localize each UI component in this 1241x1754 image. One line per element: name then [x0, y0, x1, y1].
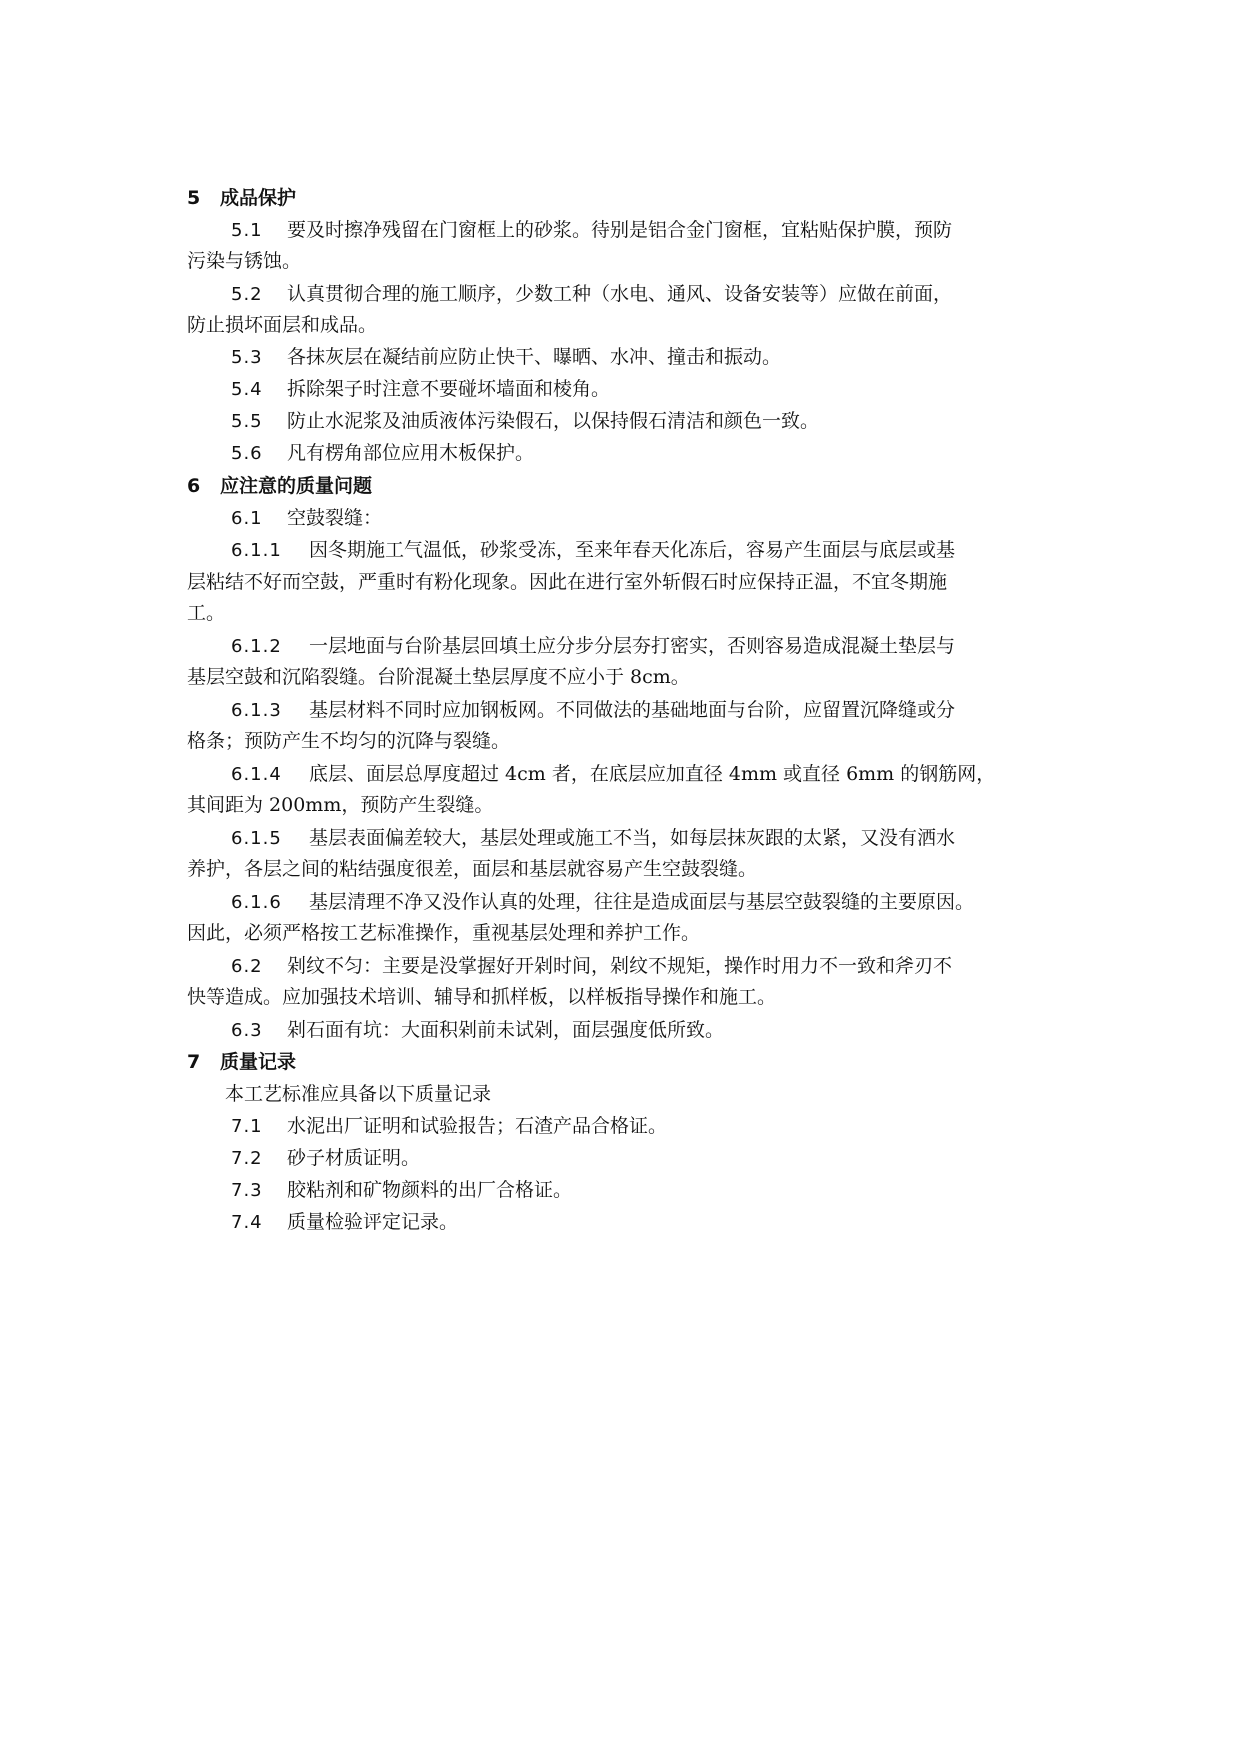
item-number: 7.4 — [231, 1212, 263, 1233]
item-text: 底层、面层总厚度超过 4cm 者，在底层应加直径 4mm 或直径 6mm 的钢筋网， — [309, 763, 996, 785]
item-number: 7.1 — [231, 1116, 263, 1137]
item-number: 6.1.4 — [231, 764, 282, 785]
item-number: 6.3 — [231, 1020, 263, 1041]
item-6-1-5-cont: 养护，各层之间的粘结强度很差，面层和基层就容易产生空鼓裂缝。 — [187, 858, 758, 880]
item-5-1-cont: 污染与锈蚀。 — [187, 250, 302, 272]
section-number: 7 — [187, 1051, 201, 1073]
item-text: 要及时擦净残留在门窗框上的砂浆。待别是铝合金门窗框，宜粘贴保护膜，预防 — [287, 219, 953, 241]
item-6-1-1 — [231, 541, 955, 560]
item-text: 凡有楞角部位应用木板保护。 — [287, 442, 535, 464]
section-title: 应注意的质量问题 — [220, 475, 373, 497]
item-6-1-3-cont: 格条；预防产生不均匀的沉降与裂缝。 — [187, 730, 511, 752]
item-text: 认真贯彻合理的施工顺序，少数工种（水电、通风、设备安装等）应做在前面， — [287, 283, 953, 305]
item-text: 基层清理不净又没作认真的处理，往往是造成面层与基层空鼓裂缝的主要原因。 — [309, 891, 975, 913]
item-number: 5.1 — [231, 220, 263, 241]
item-number: 7.3 — [231, 1180, 263, 1201]
item-text: 防止水泥浆及油质液体污染假石，以保持假石清洁和颜色一致。 — [287, 410, 820, 432]
item-6-2 — [231, 957, 952, 976]
item-5-3 — [231, 348, 781, 367]
section-heading-6 — [187, 477, 372, 496]
item-7-4 — [231, 1213, 458, 1232]
item-text: 胶粘剂和矿物颜料的出厂合格证。 — [287, 1179, 573, 1201]
item-text: 拆除架子时注意不要碰坏墙面和棱角。 — [287, 378, 611, 400]
item-text: 砂子材质证明。 — [287, 1147, 421, 1169]
item-6-1-6-cont: 因此，必须严格按工艺标准操作，重视基层处理和养护工作。 — [187, 922, 701, 944]
section-heading-7 — [187, 1053, 296, 1072]
item-6-1-3 — [231, 701, 955, 720]
item-6-1-2 — [231, 637, 955, 656]
item-7-3 — [231, 1181, 572, 1200]
section-title: 质量记录 — [220, 1051, 297, 1073]
item-6-1-2-cont: 基层空鼓和沉陷裂缝。台阶混凝土垫层厚度不应小于 8cm。 — [187, 666, 690, 688]
section-7-intro: 本工艺标准应具备以下质量记录 — [225, 1083, 492, 1105]
item-6-1 — [231, 509, 382, 528]
section-heading-5 — [187, 189, 296, 208]
item-text: 空鼓裂缝： — [287, 507, 383, 529]
item-number: 6.1 — [231, 508, 263, 529]
section-title: 成品保护 — [220, 187, 297, 209]
item-5-2-cont: 防止损坏面层和成品。 — [187, 314, 378, 336]
item-5-5 — [231, 412, 819, 431]
item-number: 6.1.5 — [231, 828, 282, 849]
item-6-1-4-cont: 其间距为 200mm，预防产生裂缝。 — [187, 794, 494, 816]
item-number: 7.2 — [231, 1148, 263, 1169]
item-number: 5.5 — [231, 411, 263, 432]
item-7-1 — [231, 1117, 667, 1136]
item-number: 6.1.6 — [231, 892, 282, 913]
item-6-1-4 — [231, 765, 995, 784]
item-5-1 — [231, 221, 952, 240]
item-number: 5.3 — [231, 347, 263, 368]
section-number: 6 — [187, 475, 201, 497]
item-5-6 — [231, 444, 534, 463]
item-text: 基层材料不同时应加钢板网。不同做法的基础地面与台阶，应留置沉降缝或分 — [309, 699, 956, 721]
item-6-1-1-cont2: 工。 — [187, 602, 226, 624]
item-6-1-5 — [231, 829, 955, 848]
item-text: 基层表面偏差较大，基层处理或施工不当，如每层抹灰跟的太紧，又没有洒水 — [309, 827, 956, 849]
item-5-2 — [231, 285, 952, 304]
item-text: 剁纹不匀：主要是没掌握好开剁时间，剁纹不规矩，操作时用力不一致和斧刃不 — [287, 955, 953, 977]
item-7-2 — [231, 1149, 420, 1168]
item-number: 6.1.1 — [231, 540, 282, 561]
item-number: 6.2 — [231, 956, 263, 977]
item-text: 剁石面有坑：大面积剁前未试剁，面层强度低所致。 — [287, 1019, 725, 1041]
item-number: 6.1.3 — [231, 700, 282, 721]
item-number: 5.2 — [231, 284, 263, 305]
item-text: 各抹灰层在凝结前应防止快干、曝晒、水冲、撞击和振动。 — [287, 346, 782, 368]
section-number: 5 — [187, 187, 201, 209]
item-6-1-6 — [231, 893, 974, 912]
item-number: 5.6 — [231, 443, 263, 464]
item-6-3 — [231, 1021, 724, 1040]
item-number: 6.1.2 — [231, 636, 282, 657]
item-text: 水泥出厂证明和试验报告；石渣产品合格证。 — [287, 1115, 668, 1137]
item-number: 5.4 — [231, 379, 263, 400]
item-text: 一层地面与台阶基层回填土应分步分层夯打密实，否则容易造成混凝土垫层与 — [309, 635, 956, 657]
item-6-2-cont: 快等造成。应加强技术培训、辅导和抓样板，以样板指导操作和施工。 — [187, 986, 777, 1008]
item-text: 质量检验评定记录。 — [287, 1211, 459, 1233]
item-6-1-1-cont: 层粘结不好而空鼓，严重时有粉化现象。因此在进行室外斩假石时应保持正温，不宜冬期施 — [187, 571, 948, 593]
item-text: 因冬期施工气温低，砂浆受冻，至来年春天化冻后，容易产生面层与底层或基 — [309, 539, 956, 561]
item-5-4 — [231, 380, 610, 399]
